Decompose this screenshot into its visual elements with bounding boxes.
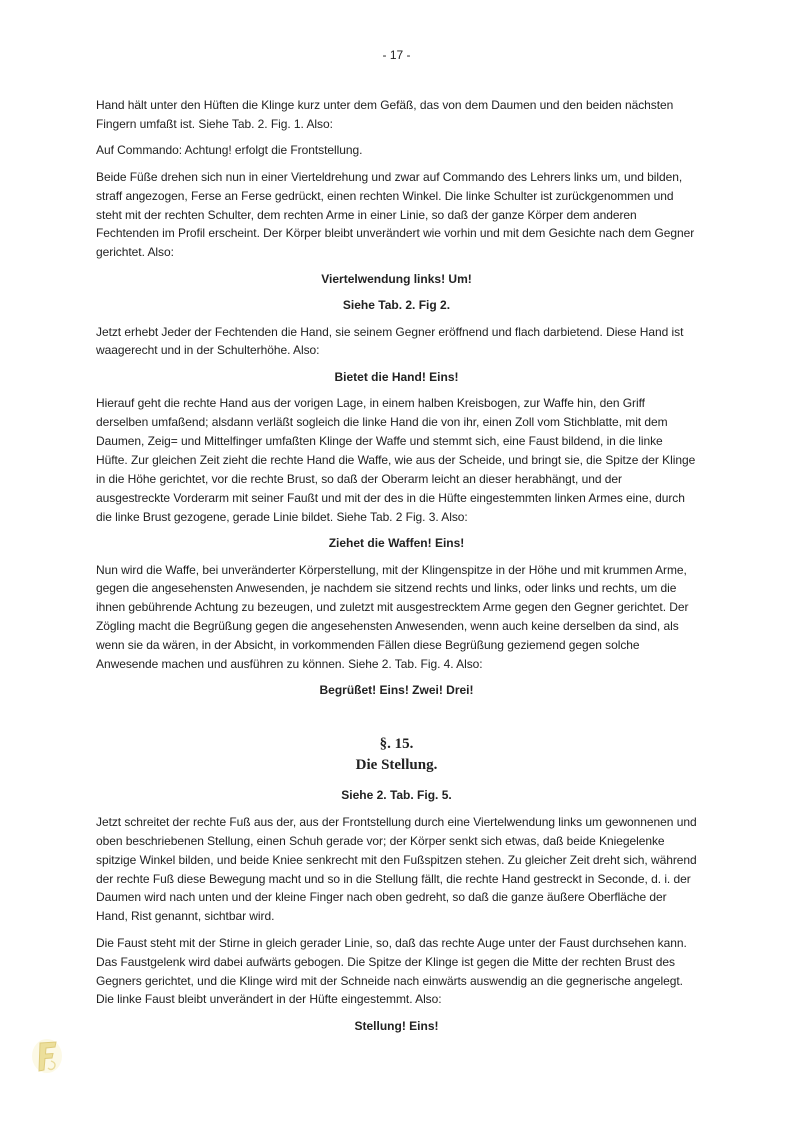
paragraph: Jetzt schreitet der rechte Fuß aus der, aus der Frontstellung durch eine Viertelwendung links um gewonnenen und oben beschriebenen Stellung, einen Schuh gerade vor; der Körper senkt sich etwas, daß beide Kniegelenke spitzige Winkel bilden, und beide Kniee senkrecht mit den Fußspitzen stehen. Zu gleicher Zeit dreht sich, während der rechte Fuß diese Bewegung macht und so in die Stellung fällt, die rechte Hand gestreckt in Seconde, d. i. der Daumen wird nach unten und der kleine Finger nach oben gedreht, so daß die ganze äußere Oberfläche der Hand, Rist genannt, sichtbar wird. bbox=[96, 814, 697, 924]
command-line: Viertelwendung links! Um! bbox=[321, 271, 472, 286]
page-body bbox=[96, 96, 697, 1043]
paragraph: Die Faust steht mit der Stirne in gleich gerader Linie, so, daß das rechte Auge unter der Faust durchsehen kann. Das Faustgelenk wird dabei aufwärts gebogen. Die Spitze der Klinge ist gegen die Mitte der rechten Brust des Gegners gerichtet, und die Klinge wird mit der Schneide nach einwärts auswendig an die gegnerische angelegt. Die linke Faust bleibt unverändert in der Hüfte eingestemmt. Also: bbox=[96, 935, 687, 1007]
command-line: Stellung! Eins! bbox=[354, 1018, 439, 1033]
paragraph: Beide Füße drehen sich nun in einer Vierteldrehung und zwar auf Commando des Lehrers links um, und bilden, straff angezogen, Ferse an Ferse gedrückt, einen rechten Winkel. Die linke Schulter ist zurückgenommen und steht mit der rechten Schulter, dem rechten Arme in einer Linie, so daß der ganze Körper dem anderen Fechtenden im Profil erscheint. Der Körper bleibt unverändert wie vorhin und mit dem Gesichte nach dem Gegner gerichtet. Also: bbox=[96, 169, 695, 260]
command-line: Bietet die Hand! Eins! bbox=[334, 369, 459, 384]
command-line: Begrüßet! Eins! Zwei! Drei! bbox=[319, 683, 474, 698]
paragraph: Nun wird die Waffe, bei unveränderter Körperstellung, mit der Klingenspitze in der Höhe und mit krummen Arme, gegen die angesehensten Anwesenden, je nachdem sie sitzend rechts und links, oder links und rechts, um die ihnen gebührende Achtung zu bezeugen, und zuletzt mit ausgestrecktem Arme gegen den Gegner gerichtet. Der Zögling macht die Begrüßung gegen die angesehensten Anwesenden, wenn auch keine derselben da sind, als wenn sie da wären, in der Absicht, in vorkommenden Fällen diese Begrüßung geziemend gegen solche Anwesende machen und ausführen zu können. Siehe 2. Tab. Fig. 4. Also: bbox=[96, 562, 689, 672]
figure-reference: Siehe 2. Tab. Fig. 5. bbox=[341, 788, 452, 803]
page-number: - 17 - bbox=[382, 48, 411, 62]
paragraph: Jetzt erhebt Jeder der Fechtenden die Hand, sie seinem Gegner eröffnend und flach darbietend. Diese Hand ist waagerecht und in der Schulterhöhe. Also: bbox=[96, 324, 684, 358]
paragraph: Hierauf geht die rechte Hand aus der vorigen Lage, in einem halben Kreisbogen, zur Waffe hin, den Griff derselben umfaßend; alsdann verläßt sogleich die linke Hand die von ihr, einen Zoll vom Stichblatte, mit dem Daumen, Zeig= und Mittelfinger umfaßten Klinge der Waffe und stemmt sich, eine Faust bildend, in die linke Hüfte. Zur gleichen Zeit zieht die rechte Hand die Waffe, wie aus der Scheide, und bringt sie, die Spitze der Klinge in die Höhe gerichtet, vor die rechte Brust, so daß der Oberarm leicht an dieser herabhängt, und der ausgestreckte Vorderarm mit seiner Faußt und mit der des in die Hüfte eingestemmten linken Armes eine, durch die linke Brust gezogene, gerade Linie bildet. Siehe Tab. 2 Fig. 3. Also: bbox=[96, 396, 696, 524]
paragraph: Auf Commando: Achtung! erfolgt die Frontstellung. bbox=[96, 143, 363, 158]
command-line: Ziehet die Waffen! Eins! bbox=[328, 536, 465, 551]
section-heading bbox=[96, 734, 697, 776]
section-number: §. 15. bbox=[379, 736, 414, 753]
section-title: Die Stellung. bbox=[355, 757, 438, 774]
f-monogram-logo-icon bbox=[30, 1037, 64, 1075]
paragraph: Hand hält unter den Hüften die Klinge kurz unter dem Gefäß, das von dem Daumen und den beiden nächsten Fingern umfaßt ist. Siehe Tab. 2. Fig. 1. Also: bbox=[96, 98, 674, 131]
figure-reference: Siehe Tab. 2. Fig 2. bbox=[342, 298, 451, 313]
